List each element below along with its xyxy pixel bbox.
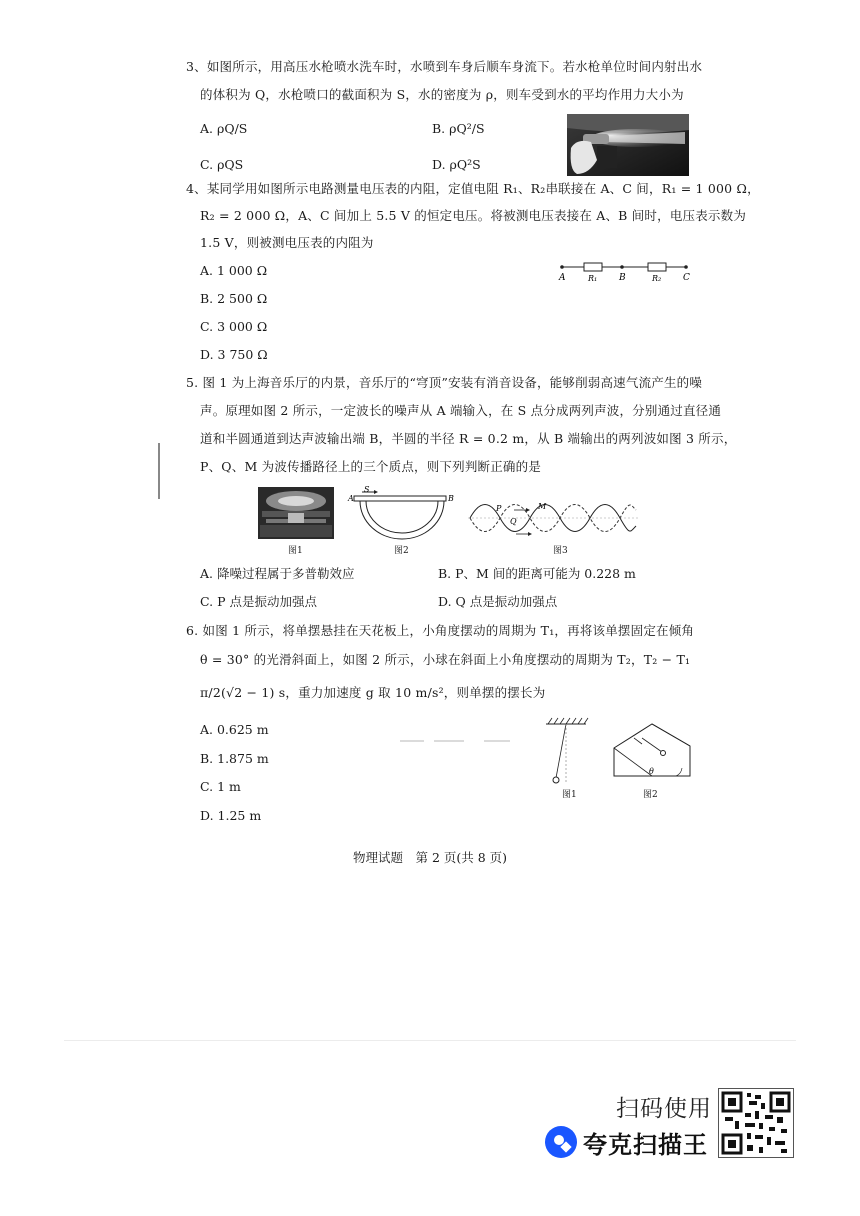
q5-option-d: D. Q 点是振动加强点	[438, 594, 558, 609]
q6-line-3: π/2(√2 − 1) s，重力加速度 g 取 10 m/s²，则单摆的摆长为	[200, 685, 546, 700]
node-b-label: B	[619, 273, 626, 283]
q6-option-d: D. 1.25 m	[200, 808, 262, 823]
series-resistor-circuit	[556, 258, 692, 286]
node-a-label: A	[559, 273, 566, 283]
scan-to-use-text: 扫码使用	[616, 1096, 712, 1122]
fig2-b-label: B	[448, 494, 454, 503]
q6-line-1: 6. 如图 1 所示，将单摆悬挂在天花板上，小角度摆动的周期为 T₁，再将该单摆固定在倾角	[186, 623, 695, 638]
q4-line-3: 1.5 V，则被测电压表的内阻为	[200, 235, 374, 250]
q3-option-d: D. ρQ²S	[432, 157, 481, 172]
q5-option-c: C. P 点是振动加强点	[200, 594, 317, 609]
q5-option-b: B. P、M 间的距离可能为 0.228 m	[438, 566, 636, 581]
resistor-r1	[584, 263, 602, 271]
page-divider	[64, 1040, 796, 1041]
q5-line-2: 声。原理如图 2 所示，一定波长的噪声从 A 端输入，在 S 点分成两列声波，分别通过直径通	[200, 403, 722, 418]
q5-option-a: A. 降噪过程属于多普勒效应	[200, 566, 355, 581]
q3-option-b: B. ρQ²/S	[432, 121, 485, 136]
quark-logo-icon	[545, 1126, 577, 1158]
q5-fig1-caption: 图1	[288, 546, 303, 556]
q4-line-2: R₂ = 2 000 Ω，A、C 间加上 5.5 V 的恒定电压。将被测电压表接在 A、B 间时，电压表示数为	[200, 208, 747, 223]
brand-name: 夸克扫描王	[583, 1130, 708, 1159]
two-wave-diagram	[466, 496, 642, 540]
r2-label: R₂	[652, 274, 662, 283]
noise-channel-diagram	[346, 484, 456, 542]
fig2-a-label: A	[348, 494, 354, 503]
q4-option-d: D. 3 750 Ω	[200, 347, 268, 362]
scanner-brand[interactable]	[545, 1124, 708, 1160]
r1-label: R₁	[588, 274, 598, 283]
q6-option-a: A. 0.625 m	[200, 722, 269, 737]
faint-scan-marks	[400, 738, 512, 744]
q6-option-c: C. 1 m	[200, 779, 241, 794]
q6-line-2: θ = 30° 的光滑斜面上，如图 2 所示，小球在斜面上小角度摆动的周期为 T₂，T₂ − T₁	[200, 652, 691, 667]
incline-pendulum-diagram	[612, 718, 692, 780]
q6-option-b: B. 1.875 m	[200, 751, 269, 766]
fig2-s-label: S	[364, 485, 370, 494]
q5-fig2-caption: 图2	[394, 546, 409, 556]
theta-label: θ	[649, 767, 654, 776]
fig3-q-label: Q	[510, 517, 517, 526]
fig3-p-label: P	[496, 504, 502, 513]
q6-fig2-caption: 图2	[643, 790, 658, 800]
q6-fig1-caption: 图1	[562, 790, 577, 800]
node-c-label: C	[683, 273, 690, 283]
water-gun-photo	[567, 114, 689, 176]
fig3-m-label: M	[538, 502, 547, 511]
qr-code-icon[interactable]	[718, 1088, 794, 1158]
q4-line-1: 4、某同学用如图所示电路测量电压表的内阻，定值电阻 R₁、R₂串联接在 A、C 间，R₁ = 1 000 Ω，	[186, 181, 760, 196]
q5-line-4: P、Q、M 为波传播路径上的三个质点，则下列判断正确的是	[200, 459, 542, 474]
q4-option-b: B. 2 500 Ω	[200, 291, 268, 306]
page-footer: 物理试题 第 2 页(共 8 页)	[352, 850, 508, 865]
q4-option-c: C. 3 000 Ω	[200, 319, 268, 334]
q5-line-1: 5. 图 1 为上海音乐厅的内景，音乐厅的“穹顶”安装有消音设备，能够削弱高速气流产生的噪	[186, 375, 703, 390]
q3-line-1: 3、如图所示，用高压水枪喷水洗车时，水喷到车身后顺车身流下。若水枪单位时间内射出水	[186, 59, 703, 74]
q3-option-c: C. ρQS	[200, 157, 244, 172]
resistor-r2	[648, 263, 666, 271]
q3-option-a: A. ρQ/S	[200, 121, 248, 136]
q4-option-a: A. 1 000 Ω	[200, 263, 268, 278]
hanging-pendulum-diagram	[538, 716, 598, 792]
concert-hall-photo	[258, 487, 334, 539]
q5-line-3: 道和半圆通道到达声波输出端 B，半圆的半径 R = 0.2 m，从 B 端输出的两列波如图 3 所示，	[200, 431, 737, 446]
q3-line-2: 的体积为 Q，水枪喷口的截面积为 S，水的密度为 ρ，则车受到水的平均作用力大小为	[200, 87, 684, 102]
scan-edge-mark	[158, 443, 160, 499]
q5-fig3-caption: 图3	[553, 546, 568, 556]
